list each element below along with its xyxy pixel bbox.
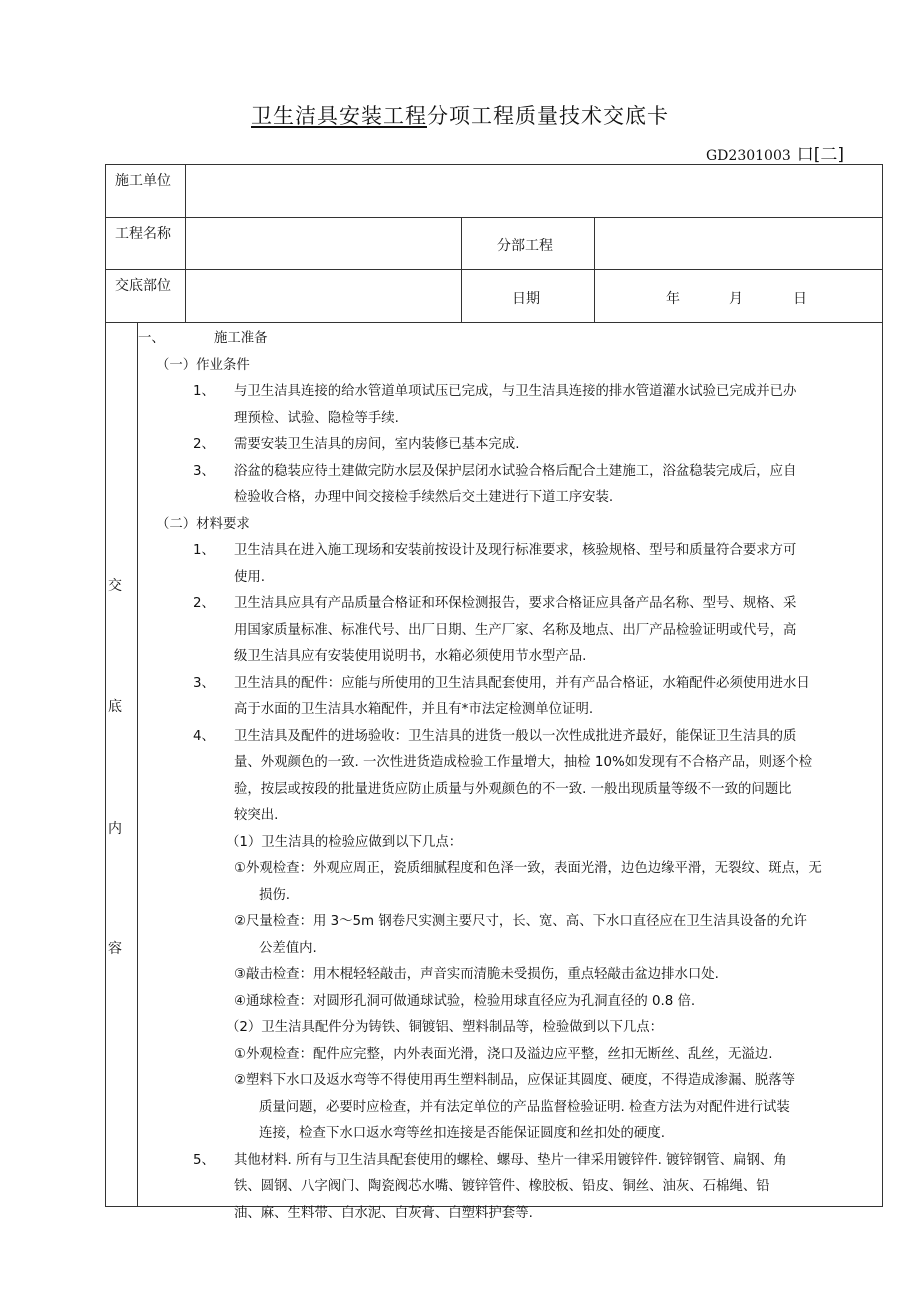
divider xyxy=(105,322,883,323)
check-point: ②塑料下水口及返水弯等不得使用再生塑料制品，应保证其圆度、硬度，不得造成渗漏、脱落等 xyxy=(234,1073,796,1088)
project-label: 工程名称 xyxy=(115,226,171,242)
side-label-char: 交 xyxy=(108,578,122,594)
check-point: ④通球检查：对圆形孔洞可做通球试验，检验用球直径应为孔洞直径的 0.8 倍. xyxy=(234,993,696,1009)
check-heading: （2）卫生洁具配件分为铸铁、铜镀铝、塑料制品等，检验做到以下几点： xyxy=(226,1020,664,1035)
year-label: 年 xyxy=(666,291,680,307)
title-underlined: 卫生洁具安装工程 xyxy=(251,104,427,128)
subsection-heading: （一）作业条件 xyxy=(156,357,250,373)
list-item: 4、 卫生洁具及配件的进场验收：卫生洁具的进货一般以一次性成批进齐最好，能保证卫生洁具的质 xyxy=(193,728,797,744)
list-item: 1、 与卫生洁具连接的给水管道单项试压已完成，与卫生洁具连接的排水管道灌水试验已完成并已办 xyxy=(193,384,797,399)
side-label-char: 内 xyxy=(108,821,122,837)
list-item: 检验收合格，办理中间交接检手续然后交土建进行下道工序安装. xyxy=(234,490,614,505)
divider xyxy=(185,164,186,322)
list-item: 理预检、试验、隐检等手续. xyxy=(234,410,399,426)
list-item: 量、外观颜色的一致. 一次性进货造成检验工作量增大，抽检 10%如发现有不合格产品，则逐个检 xyxy=(234,755,813,770)
list-item: 2、 需要安装卫生洁具的房间，室内装修已基本完成. xyxy=(193,437,520,452)
part-label: 交底部位 xyxy=(115,278,171,294)
subsection-heading: （二）材料要求 xyxy=(156,516,250,532)
list-item: 1、 卫生洁具在进入施工现场和安装前按设计及现行标准要求，核验规格、型号和质量符合要求方可 xyxy=(193,543,797,558)
list-item: 较突出. xyxy=(234,808,279,823)
check-point: 公差值内. xyxy=(259,940,317,956)
list-item: 2、 卫生洁具应具有产品质量合格证和环保检测报告，要求合格证应具备产品名称、型号、规格、采 xyxy=(193,596,797,611)
list-item: 铁、圆钢、八字阀门、陶瓷阀芯水嘴、镀锌管件、橡胶板、铅皮、铜丝、油灰、石棉绳、铅 xyxy=(234,1179,770,1194)
subproject-label: 分部工程 xyxy=(497,238,553,254)
side-label-char: 容 xyxy=(108,941,122,957)
code-boxes: 口[二] xyxy=(796,145,845,165)
list-item: 使用. xyxy=(234,569,266,585)
day-label: 日 xyxy=(793,291,807,307)
page-title xyxy=(0,100,920,130)
section-heading xyxy=(138,326,882,353)
title-rest: 分项工程质量技术交底卡 xyxy=(427,104,669,128)
divider xyxy=(594,217,595,322)
list-item: 高于水面的卫生洁具水箱配件，并且有*市法定检测单位证明. xyxy=(234,702,594,717)
side-label-char: 底 xyxy=(108,699,122,715)
list-item: 3、 卫生洁具的配件：应能与所使用的卫生洁具配套使用，并有产品合格证，水箱配件必须使用进水日 xyxy=(193,675,810,691)
list-item: 5、 其他材料. 所有与卫生洁具配套使用的螺栓、螺母、垫片一律采用镀锌件. 镀锌钢管、扁钢、角 xyxy=(193,1152,787,1168)
unit-label: 施工单位 xyxy=(115,173,171,189)
check-point: ①外观检查：外观应周正，瓷质细腻程度和色泽一致，表面光滑，边色边缘平滑，无裂纹、斑点，无 xyxy=(234,861,822,876)
check-point: 质量问题，必要时应检查，并有法定单位的产品监督检验证明. 检查方法为对配件进行试装 xyxy=(259,1099,790,1115)
list-item: 油、麻、生料带、白水泥、白灰膏、白塑料护套等. xyxy=(234,1205,533,1221)
section-title: 施工准备 xyxy=(214,331,268,346)
check-point: ①外观检查：配件应完整，内外表面光滑，浇口及溢边应平整，丝扣无断丝、乱丝，无溢边. xyxy=(234,1046,773,1062)
divider xyxy=(461,217,462,322)
check-point: ②尺量检查：用 3～5m 钢卷尺实测主要尺寸，长、宽、高、下水口直径应在卫生洁具设备的允许 xyxy=(234,914,807,929)
code-number: GD2301003 xyxy=(706,148,791,164)
list-item: 验，按层或按段的批量进货应防止质量与外观颜色的不一致. 一般出现质量等级不一致的问题比 xyxy=(234,781,792,797)
check-point: ③敲击检查：用木棍轻轻敲击，声音实而清脆未受损伤，重点轻敲击盆边排水口处. xyxy=(234,967,719,982)
check-heading: （1）卫生洁具的检验应做到以下几点： xyxy=(226,834,463,850)
content-body xyxy=(138,326,882,1227)
check-point: 损伤. xyxy=(259,887,291,903)
month-label: 月 xyxy=(729,291,743,307)
document-code xyxy=(706,140,844,165)
list-item: 用国家质量标准、标准代号、出厂日期、生产厂家、名称及地点、出厂产品检验证明或代号，高 xyxy=(234,622,797,638)
check-point: 连接，检查下水口返水弯等丝扣连接是否能保证圆度和丝扣处的硬度. xyxy=(259,1126,665,1141)
section-number: 一、 xyxy=(138,331,165,346)
divider xyxy=(105,269,883,270)
list-item: 3、 浴盆的稳装应待土建做完防水层及保护层闭水试验合格后配合土建施工，浴盆稳装完成后，应自 xyxy=(193,463,797,479)
divider xyxy=(105,217,883,218)
list-item: 级卫生洁具应有安装使用说明书，水箱必须使用节水型产品. xyxy=(234,649,587,664)
date-label: 日期 xyxy=(512,291,540,307)
